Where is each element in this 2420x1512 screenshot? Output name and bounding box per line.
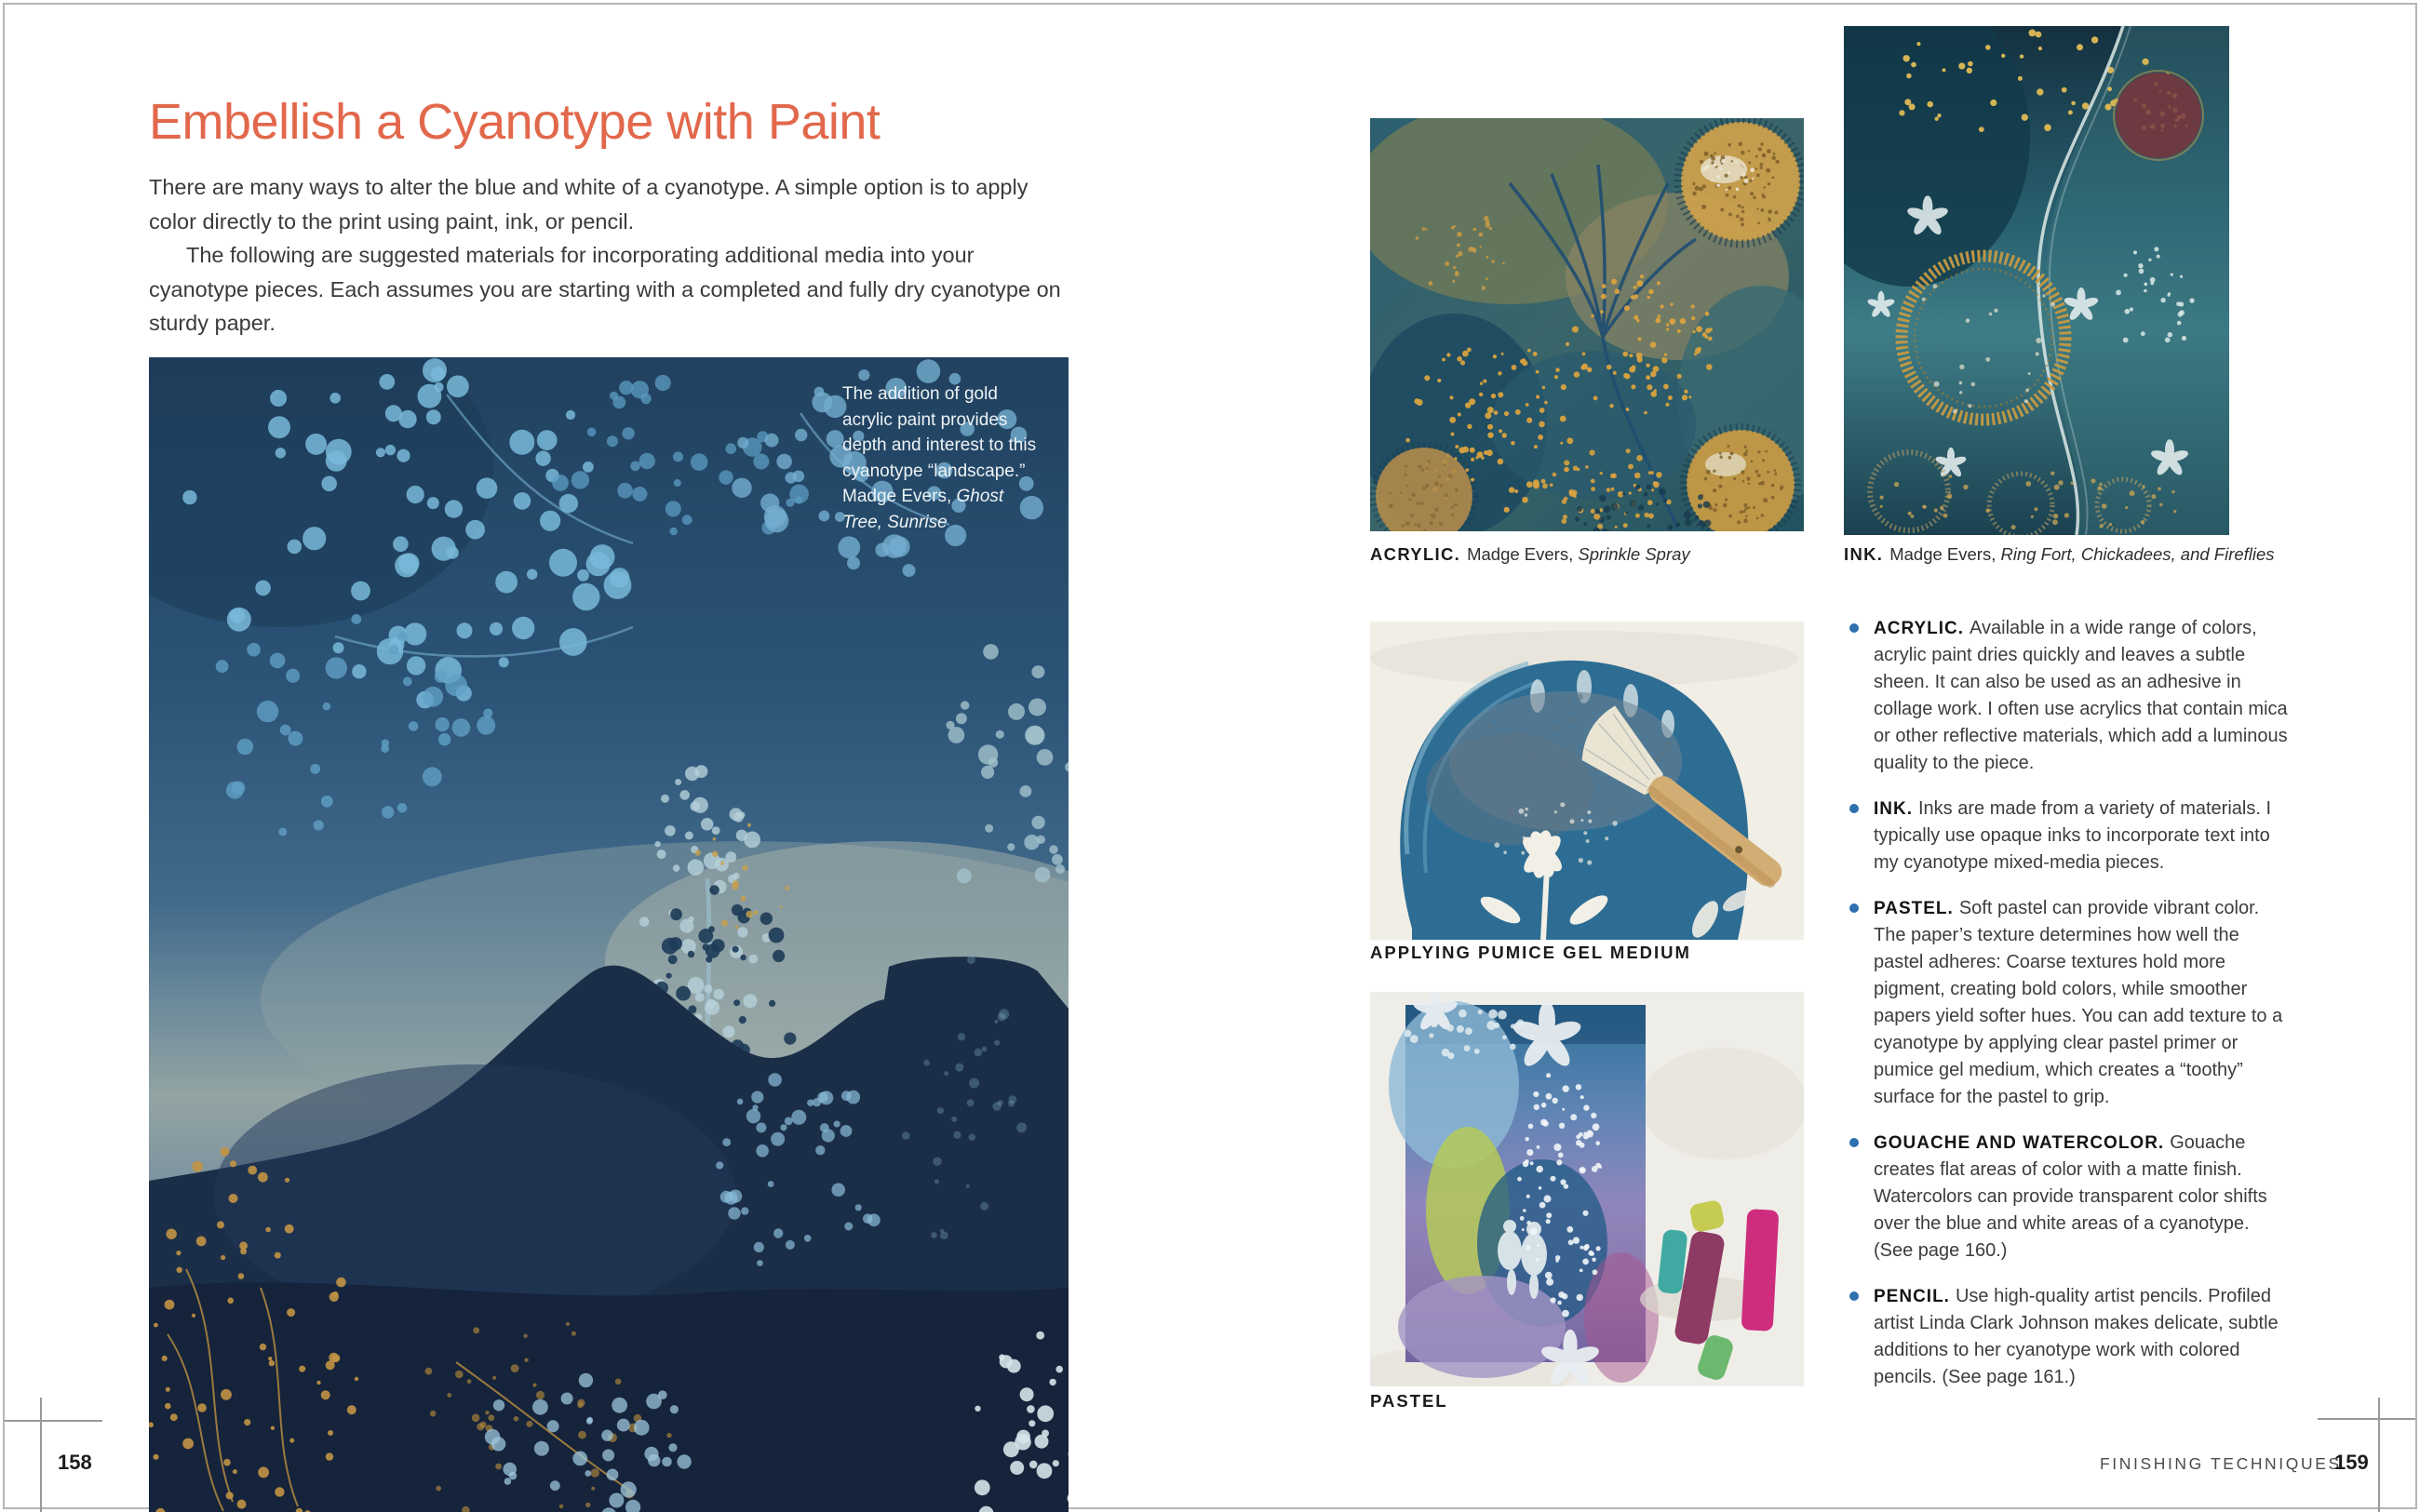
caption-text: The addition of gold acrylic paint provides depth and interest to this cyanotype “landscape.” xyxy=(842,384,1037,481)
intro-paragraph-2: The following are suggested materials for incorporating additional media into your cyanotype pieces. Each assumes you are starting with a completed and fully dry cyanotype on sturdy paper. xyxy=(149,243,1061,335)
list-item-pastel: PASTEL. Soft pastel can provide vibrant color. The paper’s texture determines how well the pastel adheres: Coarse textures hold more pigment, creating bold colors, while smoother papers yield softer hues. You can add texture to a cyanotype by applying clear pastel primer or pumice gel medium, which creates a “toothy” surface for the pastel to grip. xyxy=(1849,895,2293,1111)
figure-ink-artwork xyxy=(1844,26,2229,535)
materials-list xyxy=(1849,615,2293,1391)
caption-acrylic-title: Sprinkle Spray xyxy=(1578,544,1690,564)
caption-artist: Madge Evers, xyxy=(842,487,957,506)
list-item-acrylic: ACRYLIC. Available in a wide range of colors, acrylic paint dries quickly and leaves a subtle sheen. It can also be used as an adhesive in collage work. I often use acrylics that contain mica or other reflective materials, which add a luminous quality to the piece. xyxy=(1849,615,2293,777)
bullet-icon xyxy=(1849,1291,1859,1301)
pumice-gel-photo xyxy=(1370,622,1804,940)
acrylic-artwork xyxy=(1370,118,1804,531)
caption-pumice: APPLYING PUMICE GEL MEDIUM xyxy=(1370,943,1691,962)
caption-ink-title: Ring Fort, Chickadees, and Fireflies xyxy=(2000,544,2275,564)
page-title: Embellish a Cyanotype with Paint xyxy=(149,94,881,150)
artwork-overlay-caption xyxy=(842,381,1038,535)
bullet-icon xyxy=(1849,1138,1859,1147)
page-number-right: 159 xyxy=(2334,1451,2369,1474)
caption-acrylic-label: ACRYLIC. xyxy=(1370,544,1461,564)
moon-circle xyxy=(2114,71,2203,160)
page-number-left: 158 xyxy=(58,1451,92,1474)
caption-ink xyxy=(1844,544,2275,565)
crop-mark xyxy=(2378,1398,2380,1512)
crop-mark xyxy=(2318,1418,2415,1420)
intro-paragraph-1: There are many ways to alter the blue and white of a cyanotype. A simple option is to apply color directly to the print using paint, ink, or pencil. xyxy=(149,175,1028,234)
bullet-icon xyxy=(1849,804,1859,813)
list-item-ink: INK. Inks are made from a variety of materials. I typically use opaque inks to incorporate text into my cyanotype mixed-media pieces. xyxy=(1849,796,2293,876)
bullet-icon xyxy=(1849,623,1859,633)
crop-mark xyxy=(40,1398,42,1512)
figure-pumice-gel xyxy=(1370,622,1804,940)
caption-pastel: PASTEL xyxy=(1370,1391,1448,1411)
caption-ink-artist: Madge Evers, xyxy=(1889,544,2001,564)
pastel-print xyxy=(1389,992,1659,1386)
running-footer: FINISHING TECHNIQUES xyxy=(2100,1454,2342,1473)
bullet-icon xyxy=(1849,903,1859,913)
caption-acrylic xyxy=(1370,544,1690,565)
list-item-gouache-watercolor: GOUACHE AND WATERCOLOR. Gouache creates flat areas of color with a matte finish. Watercolors can provide transparent color shifts over the blue and white areas of a cyanotype. (See page 160.) xyxy=(1849,1130,2293,1264)
crop-mark xyxy=(5,1420,102,1422)
caption-acrylic-artist: Madge Evers, xyxy=(1467,544,1579,564)
figure-pastel-artwork xyxy=(1370,992,1804,1386)
ink-artwork xyxy=(1844,26,2229,535)
list-item-pencil: PENCIL. Use high-quality artist pencils. Profiled artist Linda Clark Johnson makes delicate, subtle additions to her cyanotype work with colored pencils. (See page 161.) xyxy=(1849,1283,2293,1391)
artwork-ghost-tree-sunrise xyxy=(149,357,1069,1512)
caption-ink-label: INK. xyxy=(1844,544,1884,564)
pastel-photo xyxy=(1370,992,1804,1386)
figure-acrylic-artwork xyxy=(1370,118,1804,531)
caption-artwork-title: Ghost Tree, Sunrise xyxy=(842,487,1004,532)
